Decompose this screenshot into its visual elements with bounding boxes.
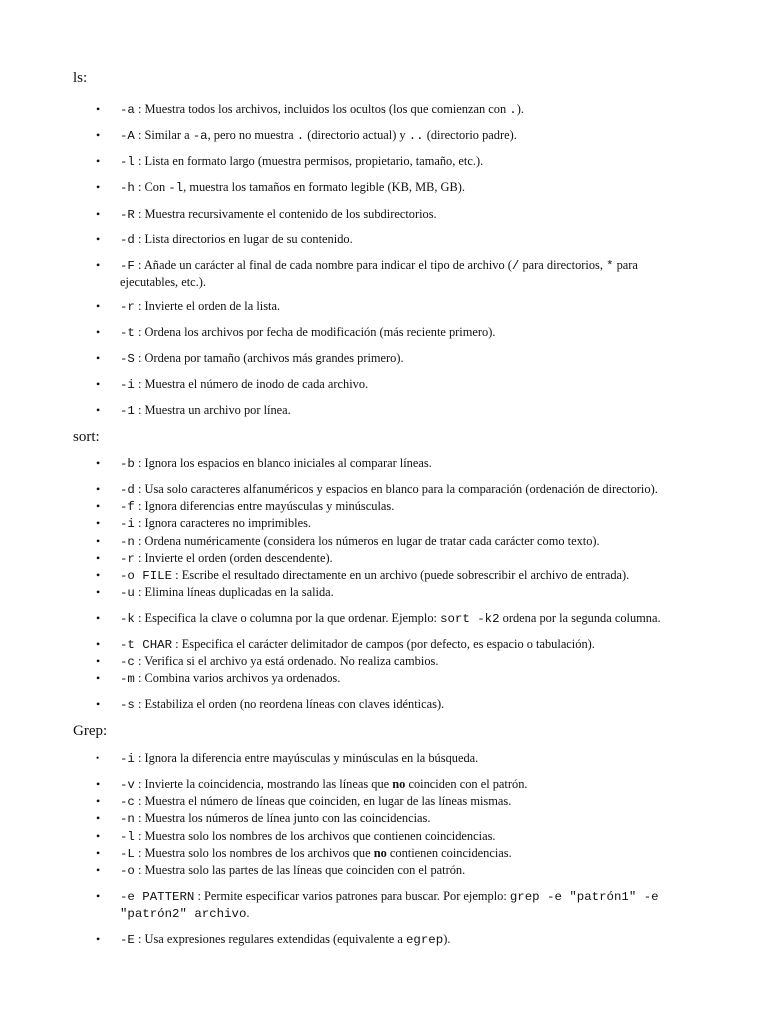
bullet: •: [96, 811, 101, 825]
bullet: •: [96, 403, 101, 417]
option-code: -S: [120, 352, 135, 366]
option-code: -c: [120, 795, 135, 809]
option-code: -E: [120, 933, 135, 947]
option-code: -l: [120, 830, 135, 844]
option-code: -i: [120, 517, 135, 531]
option-code: -r: [120, 552, 135, 566]
bullet: •: [96, 697, 101, 711]
option-code: -k: [120, 612, 135, 626]
bullet: •: [96, 232, 101, 246]
bullet: •: [96, 889, 101, 903]
option-code: -o: [120, 864, 135, 878]
option-code: -s: [120, 698, 135, 712]
bullet: •: [96, 299, 101, 313]
bullet: •: [96, 753, 100, 763]
bullet: •: [96, 637, 101, 651]
bullet: •: [96, 258, 101, 272]
section-heading-sort: sort:: [73, 429, 100, 445]
option-code: -i: [120, 752, 135, 766]
option-code: -A: [120, 129, 135, 143]
bullet: •: [96, 377, 101, 391]
bullet: •: [96, 534, 101, 548]
option-code: -v: [120, 778, 135, 792]
option-code: -d: [120, 233, 135, 247]
document-page: ls: • -a : Muestra todos los archivos, incluidos los ocultos (los que comienzan con .). • -A : Similar a -a, pero no muestra . (directorio actual) y .. (directorio padre). • -l : Lista en formato largo (muestra permisos, propietario, tamaño, etc.). • -h : Con -l, muestra los tamaños en formato legible (KB, MB, GB). • -R : Muestra recursivamente el contenido de los subdirectorios. • -d : Lista directorios en lugar de su contenido. • -F : Añade un carácter al final de cada nombre para indicar el tipo de archivo (/ para directorios, * para ejecutables, etc.). • -r : Invierte el orden de la lista. • -t : Ordena los archivos por fecha de modificación (más reciente primero). • -S : Ordena por tamaño (archivos más grandes primero). • -i : Muestra el número de inodo de cada archivo. • -1 : Muestra un archivo por línea. sort: • -b : Ignora los espacios en blanco iniciales al comparar líneas. • -d : Usa solo caracteres alfanuméricos y espacios en blanco para la comparación (ordenación de directorio). • -f : Ignora diferencias entre mayúsculas y minúsculas. • -i : Ignora caracteres no imprimibles. • -n : Ordena numéricamente (considera los números en lugar de tratar cada carácter como texto). • -r : Invierte el orden (orden descendente). • -o FILE : Escribe el resultado directamente en un archivo (puede sobrescribir el archivo de entrada). • -u : Elimina líneas duplicadas en la salida. • -k : Especifica la clave o columna por la que ordenar. Ejemplo: sort -k2 ordena por la segunda columna. • -t CHAR : Especifica el carácter delimitador de campos (por defecto, es espacio o tabulación). • -c : Verifica si el archivo ya está ordenado. No realiza cambios. • -m : Combina varios archivos ya ordenados. • -s : Estabiliza el orden (no reordena líneas con claves idénticas). Grep: • -i : Ignora la diferencia entre mayúsculas y minúsculas en la búsqueda. • -v : Invierte la coincidencia, mostrando las líneas que no coinciden con el patrón. • -c : Muestra el número de líneas que coinciden, en lugar de las líneas mismas. • -n : Muestra los números de línea junto con las coincidencias. • -l : Muestra solo los nombres de los archivos que contienen coincidencias. • -L : Muestra solo los nombres de los archivos que no contienen coincidencias. • -o : Muestra solo las partes de las líneas que coinciden con el patrón. • -e PATTERN : Permite especificar varios patrones para buscar. Por ejemplo: grep -e "patrón1" -e "patrón2" archivo. • -E : Usa expresiones regulares extendidas (equivalente a egrep).: [73, 70, 661, 947]
option-code: -f: [120, 500, 135, 514]
option-code: -h: [120, 181, 135, 195]
bullet: •: [96, 829, 101, 843]
bullet: •: [96, 482, 101, 496]
bullet: •: [96, 794, 101, 808]
option-code: -R: [120, 208, 135, 222]
bullet: •: [96, 551, 101, 565]
option-code: -n: [120, 812, 135, 826]
bullet: •: [96, 568, 101, 582]
bullet: •: [96, 325, 101, 339]
option-code: -L: [120, 847, 135, 861]
bullet: •: [96, 611, 101, 625]
bullet: •: [96, 207, 101, 221]
bullet: •: [96, 180, 101, 194]
bullet: •: [96, 154, 101, 168]
option-code: -t CHAR: [120, 638, 173, 652]
option-code: -c: [120, 655, 135, 669]
option-code: -F: [120, 259, 135, 273]
bullet: •: [96, 863, 101, 877]
bullet: •: [96, 516, 101, 530]
option-code: -a: [120, 103, 135, 117]
option-code: -m: [120, 672, 135, 686]
option-code: -u: [120, 586, 135, 600]
bullet: •: [96, 777, 101, 791]
option-code: -r: [120, 300, 135, 314]
bullet: •: [96, 585, 101, 599]
bullet: •: [96, 128, 101, 142]
option-code: -d: [120, 483, 135, 497]
option-code: -b: [120, 457, 135, 471]
option-code: -n: [120, 535, 135, 549]
bullet: •: [96, 102, 101, 116]
bullet: •: [96, 499, 101, 513]
section-heading-ls: ls:: [73, 70, 88, 86]
option-code: -o FILE: [120, 569, 173, 583]
bullet: •: [96, 654, 101, 668]
option-code: -t: [120, 326, 135, 340]
bullet: •: [96, 351, 101, 365]
bullet: •: [96, 456, 101, 470]
bullet: •: [96, 932, 101, 946]
section-heading-grep: Grep:: [73, 723, 108, 739]
option-code: -e PATTERN: [120, 890, 195, 904]
bullet: •: [96, 846, 101, 860]
option-code: -i: [120, 378, 135, 392]
option-code: -1: [120, 404, 135, 418]
option-code: -l: [120, 155, 135, 169]
bullet: •: [96, 671, 101, 685]
